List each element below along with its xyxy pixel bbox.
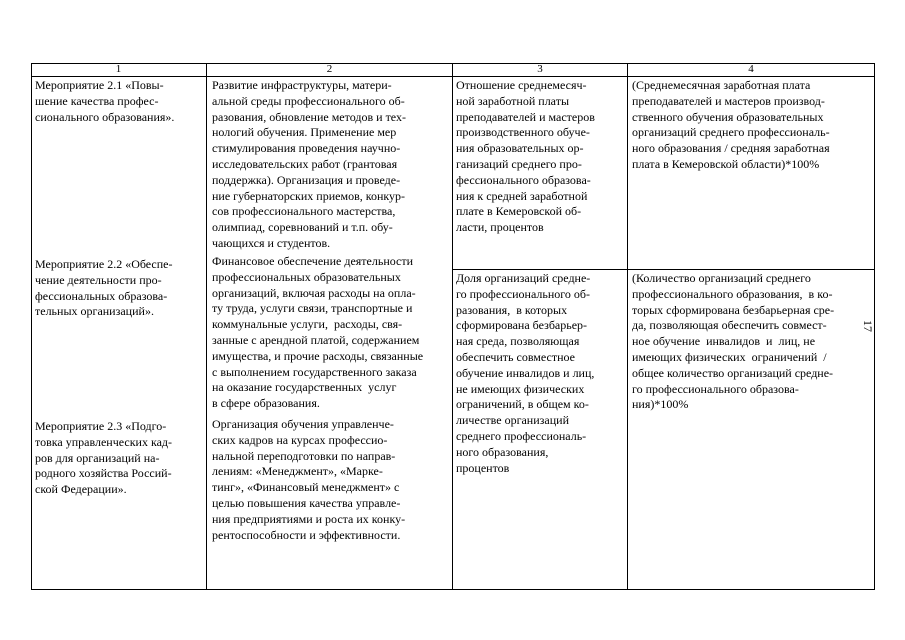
- formula-barrier-free-share: (Количество организаций среднего профессионального образования, в ко- торых сформирована безбарьерная сре- да, позволяющая обеспечить совмест- ное обучение инвалидов и лиц, не имеющих физических ограничений / общее количество организаций средне- го профессионального образова- ния)*100%: [632, 271, 835, 412]
- table-bottom-border: [31, 589, 875, 590]
- measure-2-3: Мероприятие 2.3 «Подго- товка управленческих кад- ров для организаций на- родного хозяйства Россий- ской Федерации».: [35, 419, 173, 497]
- measure-2-1: Мероприятие 2.1 «Повы- шение качества профес- сионального образования».: [35, 78, 175, 124]
- measures-table: [31, 63, 875, 590]
- indicator-barrier-free-share: Доля организаций средне- го профессионального об- разования, в которых сформирована безбарьер- ная среда, позволяющая обеспечить совместное обучение инвалидов и лиц, не имеющих физических ограничений, в общем ко- личестве организаций среднего профессиональ- ного образования, процентов: [456, 271, 595, 475]
- column-header-1: 1: [115, 63, 122, 75]
- indicator-salary-ratio: Отношение среднемесяч- ной заработной платы преподавателей и мастеров производственного обуче- ния образовательных ор- ганизаций среднего про- фессионального образова- ния к средней заработной плате в Кемеровской об- ласти, процентов: [456, 78, 595, 235]
- description-2-2: Финансовое обеспечение деятельности профессиональных образовательных организаций, включая расходы на опла- ту труда, услуги связи, транспортные и коммунальные услуги, расходы, свя- занные с арендной платой, содержанием имущества, и прочие расходы, связанные с выполнением государственного заказа на оказание государственных услуг в сфере образования.: [212, 254, 424, 411]
- measure-2-2: Мероприятие 2.2 «Обеспе- чение деятельности про- фессиональных образова- тельных организаций».: [35, 257, 173, 319]
- column-header-3: 3: [537, 63, 543, 75]
- description-2-1: Развитие инфраструктуры, матери- альной среды профессионального об- разования, обновление методов и тех- нологий обучения. Применение мер стимулирования проведения научно- исследовательских работ (грантовая поддержка). Организация и проведе- ние губернаторских приемов, конкур- сов профессионального мастерства, олимпиад, соревнований и т.п. обу- чающихся и студентов.: [212, 78, 406, 250]
- formula-salary-ratio: (Среднемесячная заработная плата преподавателей и мастеров производ- ственного обучения образовательных организаций среднего профессиональ- ного образования / средняя заработная плата в Кемеровской области)*100%: [632, 78, 830, 171]
- column-divider-2: [452, 63, 453, 590]
- column-header-4: 4: [748, 63, 754, 75]
- header-bottom-border: [31, 76, 875, 77]
- column-divider-3: [627, 63, 628, 590]
- row-divider: [452, 269, 875, 270]
- column-header-2: 2: [326, 63, 333, 75]
- page-number: 17: [861, 320, 875, 332]
- table-left-border: [31, 63, 32, 590]
- column-divider-1: [206, 63, 207, 590]
- description-2-3: Организация обучения управленче- ских кадров на курсах профессио- нальной переподготовки по направ- лениям: «Менеджмент», «Марке- тинг», «Финансовый менеджмент» с целью повышения качества управле- ния предприятиями и роста их конку- рентоспособности и эффективности.: [212, 417, 406, 542]
